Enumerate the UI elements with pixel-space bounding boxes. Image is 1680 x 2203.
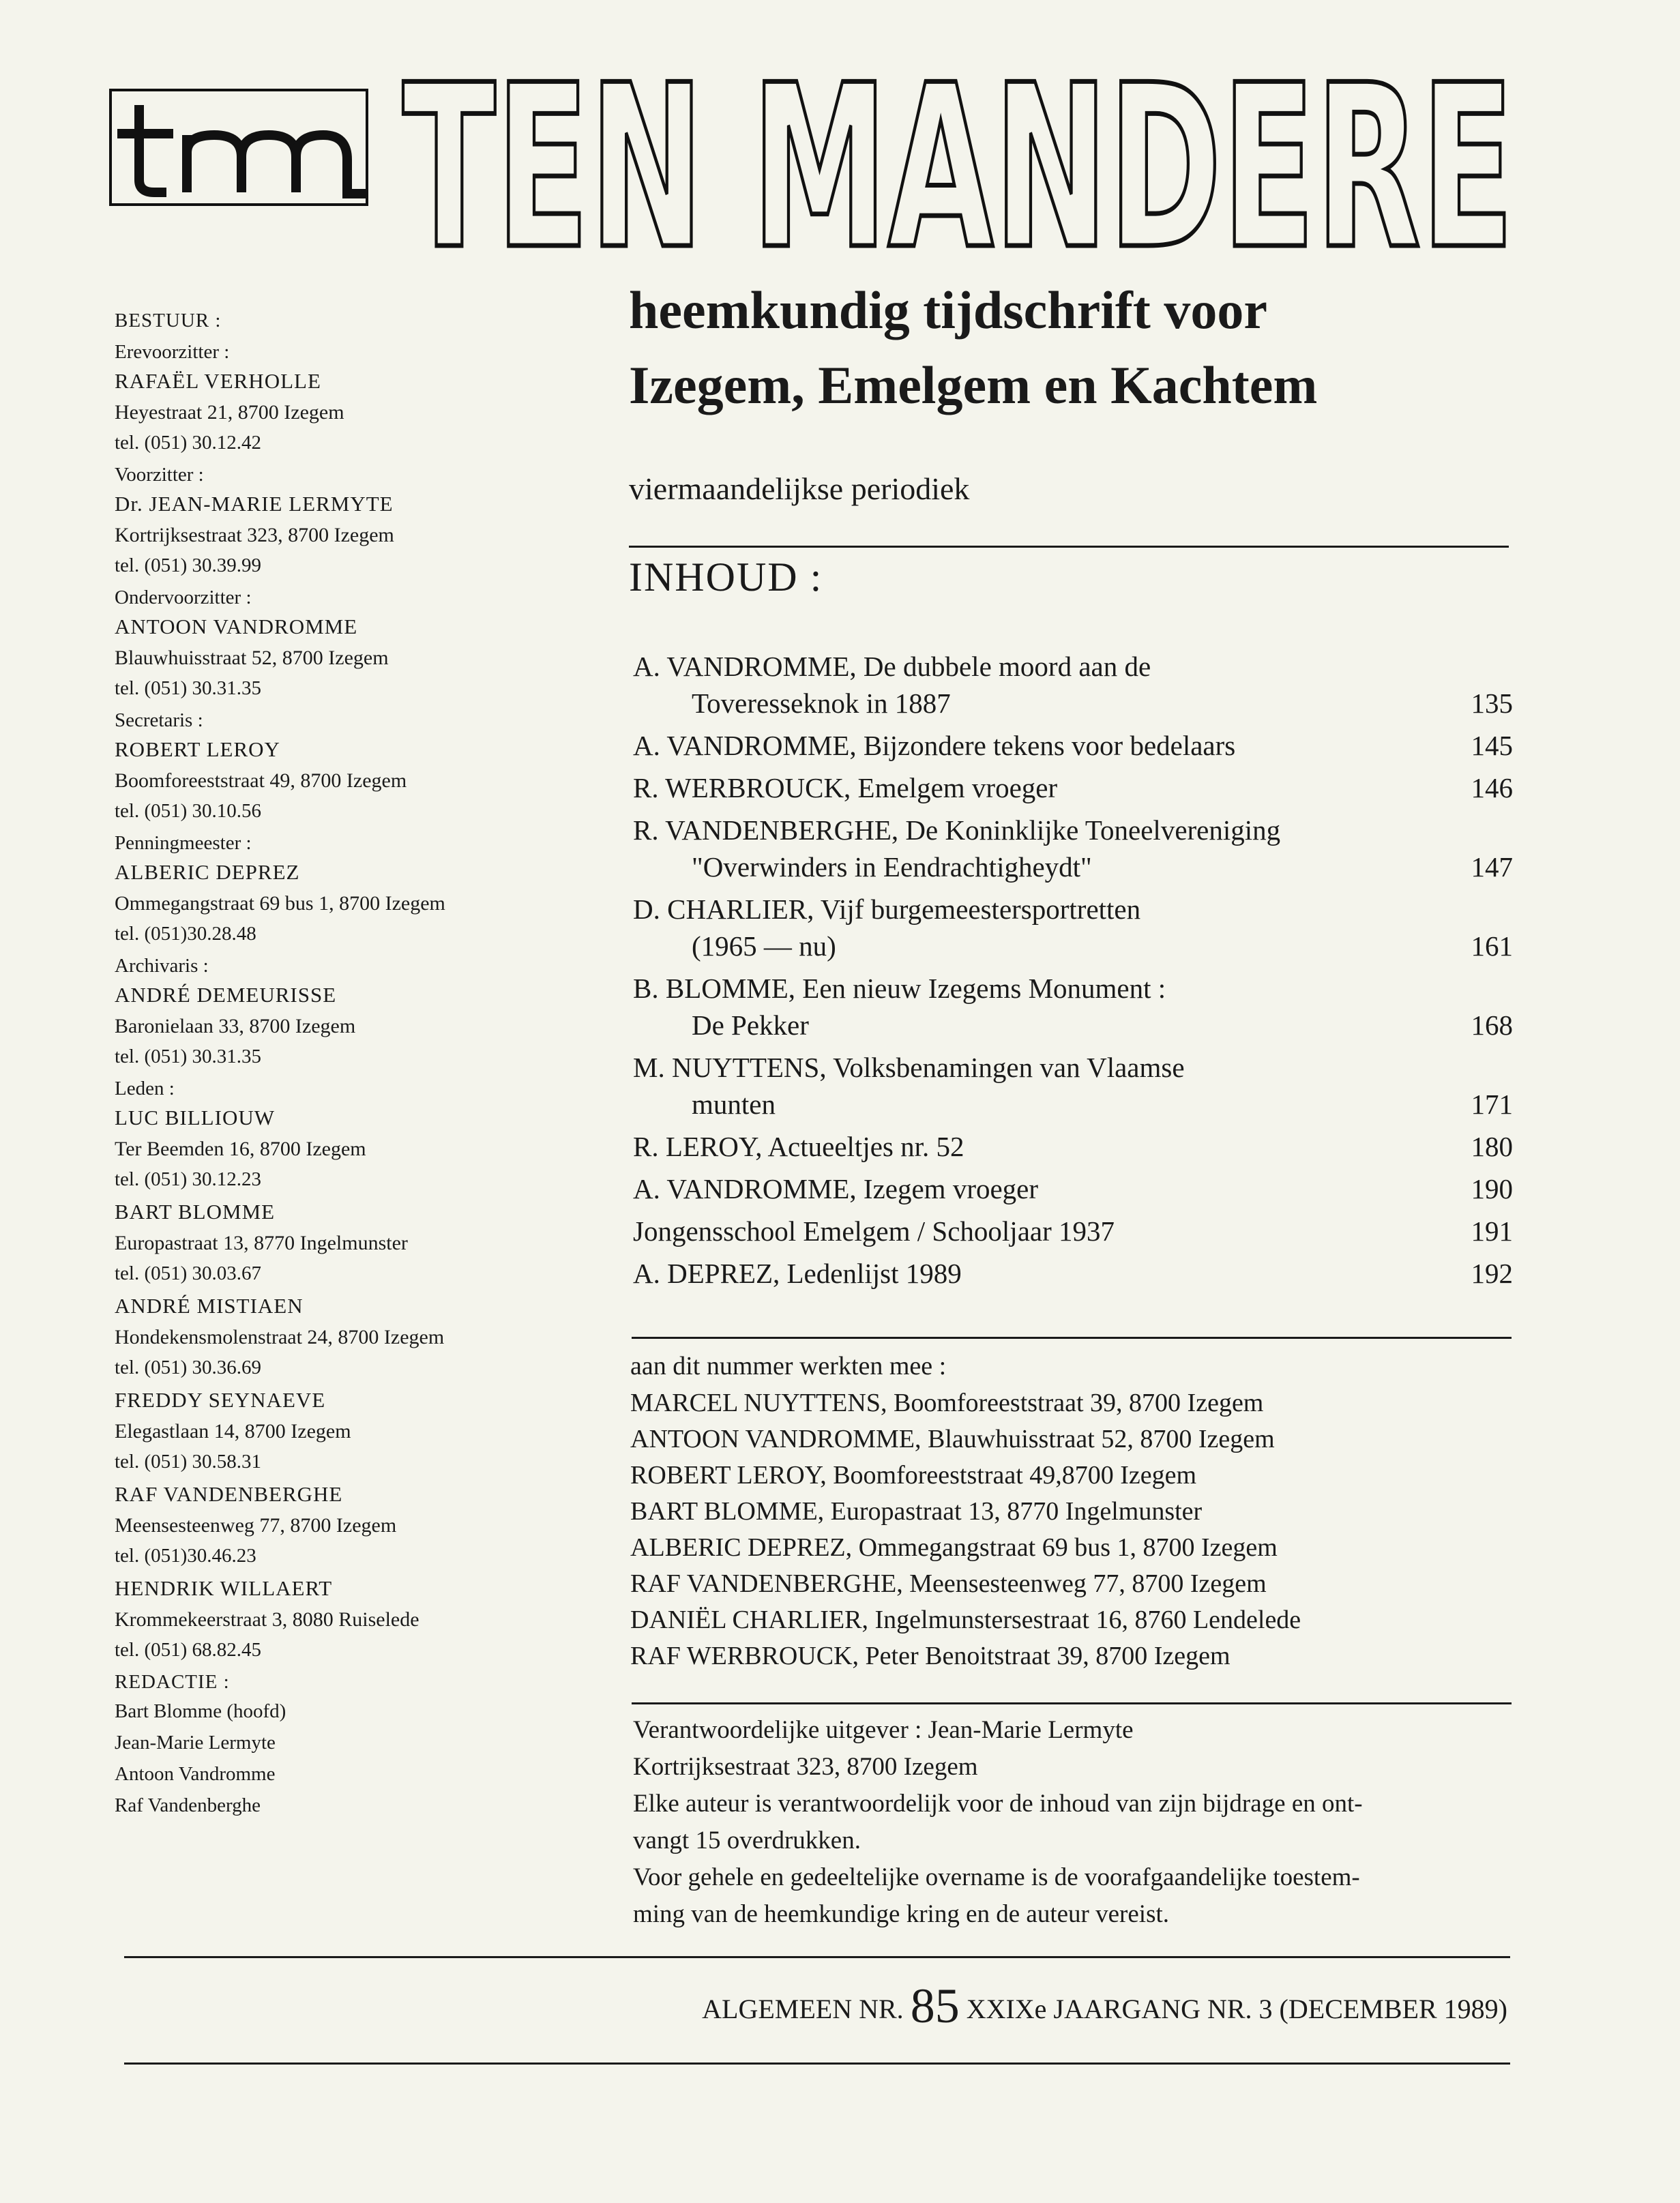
officer-tel: tel. (051)30.28.48 [115, 923, 256, 945]
member-address: Europastraat 13, 8770 Ingelmunster [115, 1232, 408, 1254]
toc-entry-title: R. WERBROUCK, Emelgem vroeger [633, 772, 1058, 803]
toc-page-number: 147 [1471, 851, 1513, 883]
toc-entry-continuation: De Pekker [692, 1009, 809, 1041]
subtitle-line-1: heemkundig tijdschrift voor [629, 280, 1267, 340]
officer-name: RAFAËL VERHOLLE [115, 369, 321, 393]
contributor-line: RAF VANDENBERGHE, Meensesteenweg 77, 8700 Izegem [630, 1569, 1267, 1598]
publisher-line: ming van de heemkundige kring en de auteur vereist. [633, 1900, 1169, 1928]
toc-entry-text [633, 727, 1513, 764]
officer-role: Ondervoorzitter : [115, 587, 252, 608]
member-tel: tel. (051) 30.03.67 [115, 1262, 262, 1284]
footer-rule-bottom [124, 2062, 1510, 2065]
contributor-line: BART BLOMME, Europastraat 13, 8770 Ingelmunster [630, 1497, 1203, 1526]
officer-tel: tel. (051) 30.10.56 [115, 800, 262, 822]
toc-entry-title: A. VANDROMME, Izegem vroeger [633, 1173, 1039, 1204]
publisher-line: vangt 15 overdrukken. [633, 1827, 861, 1854]
officer-name: ANDRÉ DEMEURISSE [115, 983, 337, 1007]
toc-entry-title: A. VANDROMME, Bijzondere tekens voor bedelaars [633, 730, 1236, 761]
toc-entry-title: A. VANDROMME, De dubbele moord aan de [633, 651, 1151, 682]
member-name: LUC BILLIOUW [115, 1106, 275, 1129]
toc-entry-continuation: Toveresseknok in 1887 [692, 687, 951, 719]
editorial-list [115, 1696, 578, 1821]
editorial-member: Bart Blomme (hoofd) [115, 1700, 286, 1722]
table-of-contents [633, 648, 1513, 1297]
toc-entry-text [633, 1255, 1513, 1292]
toc-entry-continuation: "Overwinders in Eendrachtigheydt" [692, 851, 1092, 883]
member-tel: tel. (051) 30.58.31 [115, 1451, 262, 1473]
toc-entry-title: B. BLOMME, Een nieuw Izegems Monument : [633, 973, 1166, 1004]
periodical-note: viermaandelijkse periodiek [629, 471, 970, 506]
members-label: Leden : [115, 1078, 175, 1099]
contributor-line: ALBERIC DEPREZ, Ommegangstraat 69 bus 1, 8700 Izegem [630, 1533, 1278, 1562]
toc-page-number: 171 [1471, 1089, 1513, 1120]
member-name: BART BLOMME [115, 1200, 276, 1224]
toc-entry-title: D. CHARLIER, Vijf burgemeestersportretten [633, 893, 1141, 925]
board-officer [115, 584, 578, 703]
toc-entry-text [633, 970, 1513, 1044]
toc-page-number: 168 [1471, 1009, 1513, 1041]
toc-entry-title: M. NUYTTENS, Volksbenamingen van Vlaamse [633, 1052, 1185, 1083]
toc-entry-title: R. VANDENBERGHE, De Koninklijke Toneelvereniging [633, 814, 1281, 846]
officer-role: Secretaris : [115, 709, 203, 731]
toc-entry-text [633, 1170, 1513, 1207]
divider [632, 1702, 1512, 1704]
contributor-line: MARCEL NUYTTENS, Boomforeeststraat 39, 8700 Izegem [630, 1389, 1264, 1417]
masthead-title [396, 63, 1521, 261]
editorial-member: Antoon Vandromme [115, 1763, 276, 1785]
toc-entry-title: R. LEROY, Actueeltjes nr. 52 [633, 1131, 964, 1162]
member-name: RAF VANDENBERGHE [115, 1482, 343, 1506]
toc-entry [633, 1049, 1513, 1123]
member-address: Elegastlaan 14, 8700 Izegem [115, 1420, 351, 1443]
contributor-line: ROBERT LEROY, Boomforeeststraat 49,8700 Izegem [630, 1461, 1197, 1490]
issue-prefix: ALGEMEEN NR. [702, 1994, 904, 2024]
officer-role: Voorzitter : [115, 464, 204, 486]
issue-suffix: XXIXe JAARGANG NR. 3 (DECEMBER 1989) [966, 1994, 1507, 2024]
officer-tel: tel. (051) 30.39.99 [115, 555, 262, 576]
board-officer [115, 829, 578, 948]
toc-entry [633, 1170, 1513, 1207]
toc-entry-text [633, 812, 1513, 885]
contributor-line: RAF WERBROUCK, Peter Benoitstraat 39, 8700 Izegem [630, 1642, 1230, 1670]
editorial-member: Raf Vandenberghe [115, 1794, 261, 1816]
officer-role: Penningmeester : [115, 832, 252, 854]
board-officer [115, 461, 578, 580]
board-member [115, 1102, 578, 1194]
publisher-info [633, 1712, 1533, 1933]
toc-page-number: 192 [1471, 1258, 1513, 1289]
board-member [115, 1196, 578, 1288]
toc-entry-text [633, 891, 1513, 964]
toc-page-number: 191 [1471, 1215, 1513, 1247]
toc-entry [633, 648, 1513, 722]
toc-entry-text [633, 1213, 1513, 1250]
board-column [115, 307, 578, 1821]
board-member [115, 1385, 578, 1476]
toc-entry-text [633, 1128, 1513, 1165]
subtitle [629, 273, 1529, 423]
toc-entry-title: Jongensschool Emelgem / Schooljaar 1937 [633, 1215, 1115, 1247]
contributor-line: ANTOON VANDROMME, Blauwhuisstraat 52, 8700 Izegem [630, 1425, 1275, 1453]
toc-page-number: 145 [1471, 730, 1513, 761]
board-member [115, 1479, 578, 1570]
masthead-title-text: TEN MANDERE [402, 63, 1514, 261]
publisher-line: Elke auteur is verantwoordelijk voor de inhoud van zijn bijdrage en ont- [633, 1790, 1363, 1818]
toc-entry [633, 1255, 1513, 1292]
toc-entry [633, 1213, 1513, 1250]
divider [632, 1337, 1512, 1339]
divider [629, 546, 1509, 548]
member-name: HENDRIK WILLAERT [115, 1576, 333, 1600]
toc-entry [633, 769, 1513, 806]
member-name: ANDRÉ MISTIAEN [115, 1294, 304, 1318]
member-address: Krommekeerstraat 3, 8080 Ruiselede [115, 1608, 419, 1631]
officer-address: Blauwhuisstraat 52, 8700 Izegem [115, 647, 389, 669]
member-tel: tel. (051) 30.12.23 [115, 1168, 262, 1190]
toc-page-number: 135 [1471, 687, 1513, 719]
editorial-label: REDACTIE : [115, 1671, 230, 1693]
toc-page-number: 161 [1471, 930, 1513, 962]
member-address: Hondekensmolenstraat 24, 8700 Izegem [115, 1326, 445, 1348]
member-tel: tel. (051) 68.82.45 [115, 1639, 262, 1661]
board-member [115, 1573, 578, 1664]
toc-page-number: 180 [1471, 1131, 1513, 1162]
toc-entry-continuation: munten [692, 1089, 776, 1120]
officer-address: Boomforeeststraat 49, 8700 Izegem [115, 769, 407, 792]
toc-entry [633, 891, 1513, 964]
subtitle-line-2: Izegem, Emelgem en Kachtem [629, 355, 1318, 415]
footer-rule-top [124, 1956, 1510, 1958]
issue-number: 85 [910, 1979, 960, 2033]
tm-logo-icon [112, 91, 366, 203]
contributors-label: aan dit nummer werkten mee : [630, 1352, 947, 1380]
publisher-line: Verantwoordelijke uitgever : Jean-Marie Lermyte [633, 1716, 1134, 1744]
contributor-line: DANIËL CHARLIER, Ingelmunstersestraat 16, 8760 Lendelede [630, 1606, 1301, 1634]
contributors-list [630, 1385, 1517, 1674]
board-heading: BESTUUR : [115, 310, 222, 331]
board-officer [115, 707, 578, 825]
publisher-line: Voor gehele en gedeeltelijke overname is de voorafgaandelijke toestem- [633, 1863, 1360, 1891]
officers-list [115, 338, 578, 1071]
contributors [630, 1347, 1517, 1674]
board-officer [115, 338, 578, 457]
member-name: FREDDY SEYNAEVE [115, 1388, 326, 1412]
member-tel: tel. (051) 30.36.69 [115, 1357, 262, 1378]
toc-page-number: 190 [1471, 1173, 1513, 1204]
toc-entry-title: A. DEPREZ, Ledenlijst 1989 [633, 1258, 962, 1289]
officer-tel: tel. (051) 30.12.42 [115, 432, 262, 454]
toc-entry [633, 970, 1513, 1044]
publisher-line: Kortrijksestraat 323, 8700 Izegem [633, 1753, 978, 1781]
toc-entry-text [633, 648, 1513, 722]
toc-entry [633, 727, 1513, 764]
logo [109, 89, 368, 206]
member-tel: tel. (051)30.46.23 [115, 1545, 256, 1567]
member-address: Ter Beemden 16, 8700 Izegem [115, 1138, 366, 1160]
toc-entry-text [633, 1049, 1513, 1123]
toc-entry-continuation: (1965 — nu) [692, 930, 836, 962]
officer-name: ROBERT LEROY [115, 737, 280, 761]
toc-entry [633, 1128, 1513, 1165]
toc-entry [633, 812, 1513, 885]
officer-tel: tel. (051) 30.31.35 [115, 677, 262, 699]
officer-name: ALBERIC DEPREZ [115, 860, 300, 884]
officer-address: Kortrijksestraat 323, 8700 Izegem [115, 524, 394, 546]
toc-page-number: 146 [1471, 772, 1513, 803]
officer-address: Heyestraat 21, 8700 Izegem [115, 401, 344, 424]
officer-tel: tel. (051) 30.31.35 [115, 1046, 262, 1067]
officer-role: Erevoorzitter : [115, 341, 230, 363]
board-member [115, 1290, 578, 1382]
officer-address: Baronielaan 33, 8700 Izegem [115, 1015, 356, 1037]
board-officer [115, 952, 578, 1071]
toc-entry-text [633, 769, 1513, 806]
member-address: Meensesteenweg 77, 8700 Izegem [115, 1514, 397, 1537]
members-list [115, 1102, 578, 1664]
officer-address: Ommegangstraat 69 bus 1, 8700 Izegem [115, 892, 445, 915]
toc-title: INHOUD : [629, 555, 823, 600]
editorial-member: Jean-Marie Lermyte [115, 1732, 276, 1754]
issue-line [539, 1978, 1507, 2035]
officer-name: ANTOON VANDROMME [115, 615, 358, 638]
officer-role: Archivaris : [115, 955, 209, 977]
officer-name: Dr. JEAN-MARIE LERMYTE [115, 492, 394, 516]
